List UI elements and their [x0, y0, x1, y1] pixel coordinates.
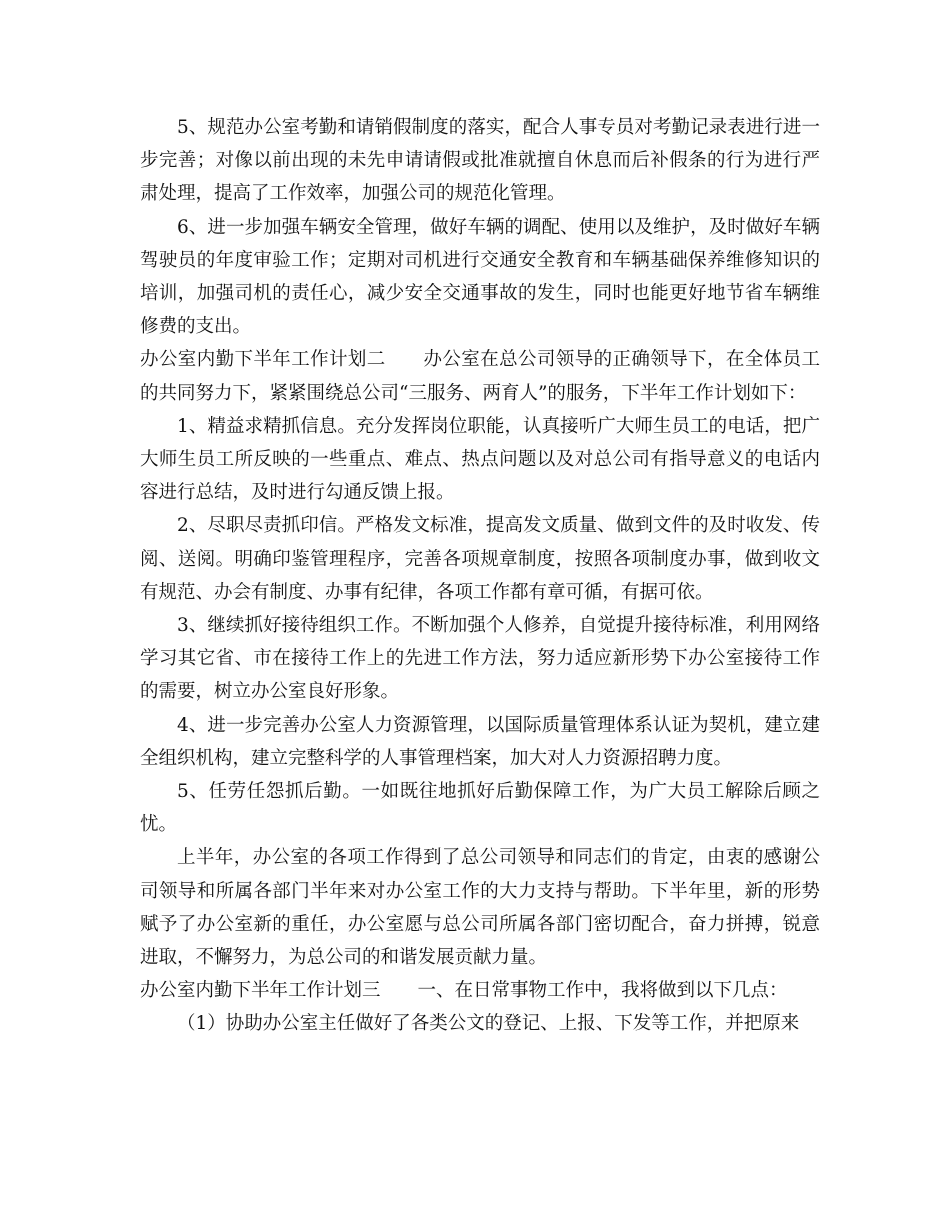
paragraph-item-6-vehicles: 6、进一步加强车辆安全管理，做好车辆的调配、使用以及维护，及时做好车辆驾驶员的年度审验工作；定期对司机进行交通安全教育和车辆基础保养维修知识的培训，加强司机的责任心，减少安全交通事故的发生，同时也能更好地节省车辆维修费的支出。 — [140, 216, 820, 338]
paragraph-item-2-seals: 2、尽职尽责抓印信。严格发文标准，提高发文质量、做到文件的及时收发、传阅、送阅。明确印鉴管理程序，完善各项规章制度，按照各项制度办事，做到收文有规范、办会有制度、办事有纪律，各项工作都有章可循，有据可依。 — [140, 515, 820, 603]
paragraph-item-3-reception: 3、继续抓好接待组织工作。不断加强个人修养，自觉提升接待标准，利用网络学习其它省、市在接待工作上的先进工作方法，努力适应新形势下办公室接待工作的需要，树立办公室良好形象。 — [140, 615, 820, 703]
document-page — [140, 111, 820, 1041]
paragraph-item-1-documents: （1）协助办公室主任做好了各类公文的登记、上报、下发等工作，并把原来 — [177, 1013, 800, 1035]
paragraph-summary: 上半年，办公室的各项工作得到了总公司领导和同志们的肯定，由衷的感谢公司领导和所属各部门半年来对办公室工作的大力支持与帮助。下半年里，新的形势赋予了办公室新的重任，办公室愿与总公司所属各部门密切配合，奋力拼搏，锐意进取，不懈努力，为总公司的和谐发展贡献力量。 — [140, 847, 820, 969]
section-heading-plan-three: 办公室内勤下半年工作计划三 一、在日常事物工作中，我将做到以下几点： — [140, 980, 788, 1002]
paragraph-item-5-logistics: 5、任劳任怨抓后勤。一如既往地抓好后勤保障工作，为广大员工解除后顾之忧。 — [140, 781, 820, 836]
section-heading-plan-two: 办公室内勤下半年工作计划二 办公室在总公司领导的正确领导下，在全体员工的共同努力下，紧紧围绕总公司“三服务、两育人”的服务，下半年工作计划如下： — [140, 349, 820, 404]
paragraph-item-4-hr: 4、进一步完善办公室人力资源管理，以国际质量管理体系认证为契机，建立建全组织机构，建立完整科学的人事管理档案，加大对人力资源招聘力度。 — [140, 714, 820, 769]
paragraph-item-5-attendance: 5、规范办公室考勤和请销假制度的落实，配合人事专员对考勤记录表进行进一步完善；对像以前出现的未先申请请假或批准就擅自休息而后补假条的行为进行严肃处理，提高了工作效率，加强公司的规范化管理。 — [140, 117, 820, 205]
paragraph-item-1-information: 1、精益求精抓信息。充分发挥岗位职能，认真接听广大师生员工的电话，把广大师生员工所反映的一些重点、难点、热点问题以及对总公司有指导意义的电话内容进行总结，及时进行勾通反馈上报。 — [140, 415, 820, 504]
